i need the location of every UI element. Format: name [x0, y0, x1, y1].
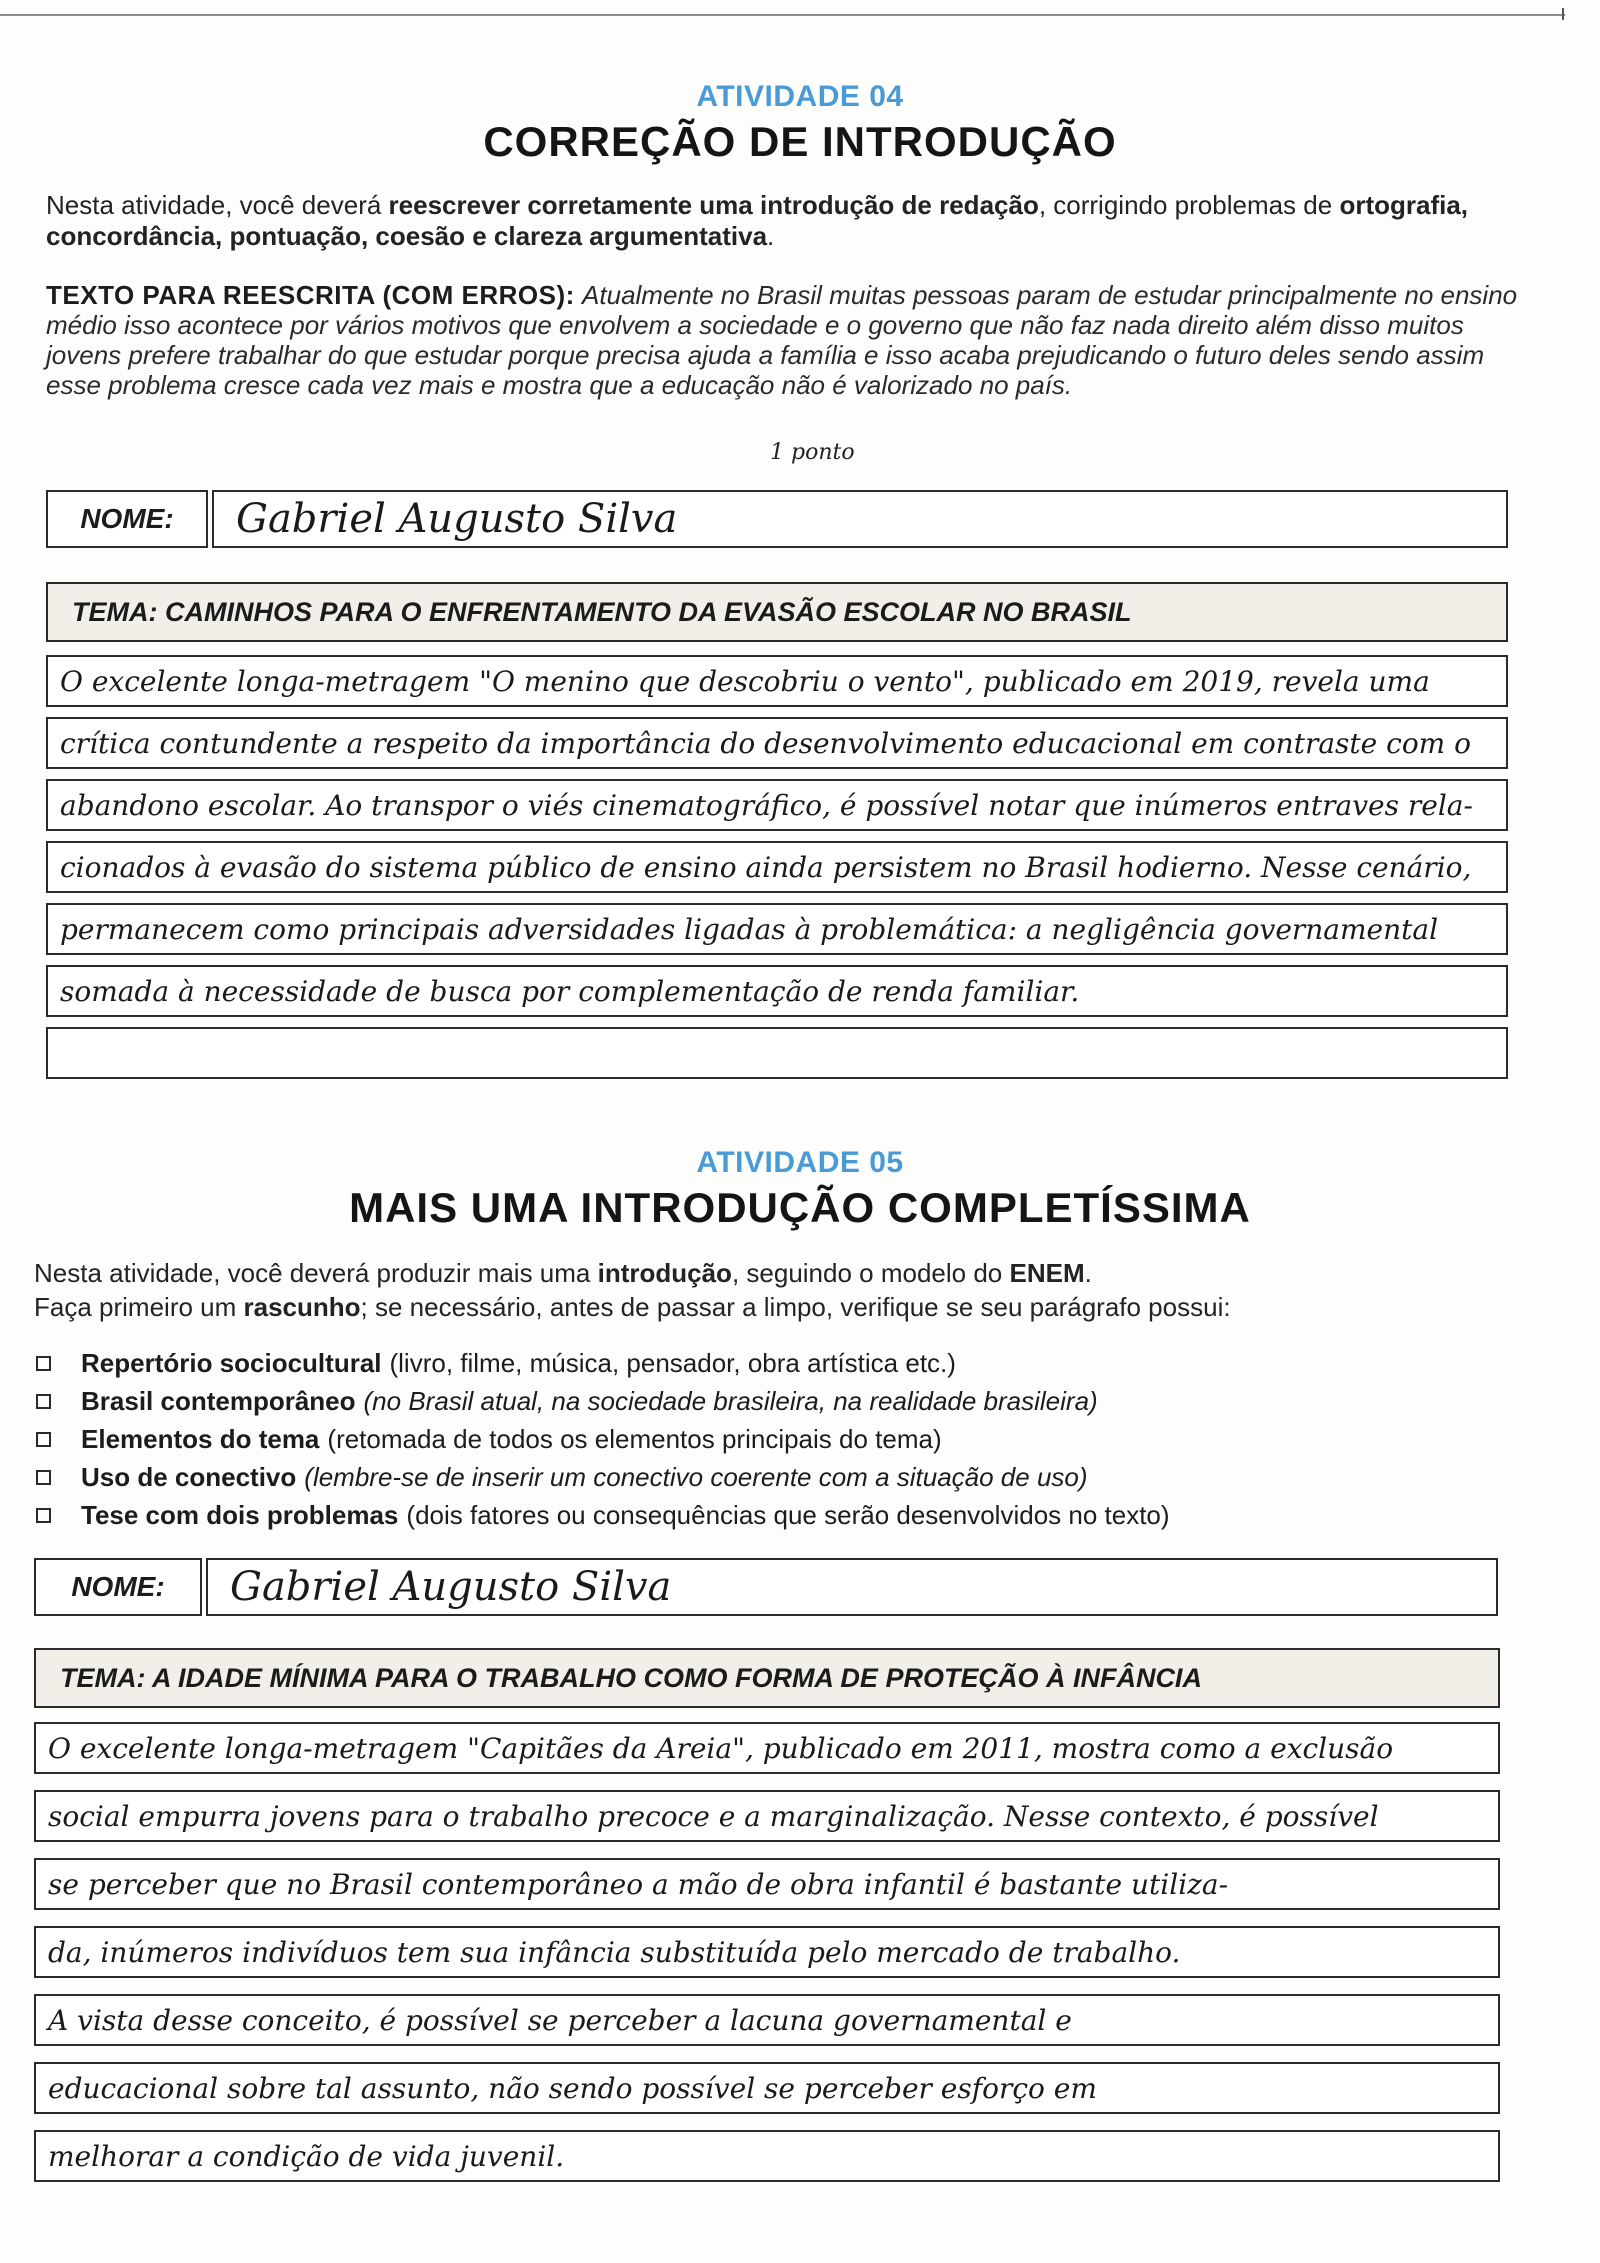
answer-line[interactable]: A vista desse conceito, é possível se perceber a lacuna governamental e — [34, 1994, 1500, 2046]
rewrite-label: TEXTO PARA REESCRITA (COM ERROS): — [46, 280, 575, 310]
checkbox-icon[interactable] — [36, 1470, 51, 1485]
checkbox-icon[interactable] — [36, 1508, 51, 1523]
checklist-item: Uso de conectivo (lembre-se de inserir um conectivo coerente com a situação de uso) — [36, 1462, 1088, 1493]
scan-edge-line — [0, 14, 1565, 16]
scan-edge-tick — [1562, 8, 1564, 20]
answer-line[interactable] — [46, 1027, 1508, 1079]
answer-line[interactable]: social empurra jovens para o trabalho precoce e a marginalização. Nesse contexto, é possível — [34, 1790, 1500, 1842]
checklist-item: Tese com dois problemas (dois fatores ou consequências que serão desenvolvidos no texto) — [36, 1500, 1170, 1531]
answer-line[interactable]: da, inúmeros indivíduos tem sua infância substituída pelo mercado de trabalho. — [34, 1926, 1500, 1978]
answer-line[interactable]: se perceber que no Brasil contemporâneo a mão de obra infantil é bastante utiliza- — [34, 1858, 1500, 1910]
answer-line[interactable]: abandono escolar. Ao transpor o viés cinematográfico, é possível notar que inúmeros entraves rela- — [46, 779, 1508, 831]
grade-note: 1 ponto — [770, 440, 855, 465]
rewrite-text: Atualmente no Brasil muitas pessoas param de estudar principalmente no ensino médio isso acontece por vários motivos que envolvem a sociedade e o governo que não faz nada direito além disso muitos jovens prefere trabalhar do que estudar porque precisa ajuda a família e isso acaba prejudicando o futuro deles sendo assim esse problema cresce cada vez mais e mostra que a educação não é valorizado no país. — [46, 280, 1518, 400]
tema-box-04: TEMA: CAMINHOS PARA O ENFRENTAMENTO DA EVASÃO ESCOLAR NO BRASIL — [46, 582, 1508, 642]
activity-05-instructions-2: Faça primeiro um rascunho; se necessário, antes de passar a limpo, verifique se seu parágrafo possui: — [34, 1292, 1231, 1322]
activity-05-title: MAIS UMA INTRODUÇÃO COMPLETÍSSIMA — [349, 1184, 1251, 1231]
checklist-item: Brasil contemporâneo (no Brasil atual, na sociedade brasileira, na realidade brasileira) — [36, 1386, 1098, 1417]
answer-line[interactable]: O excelente longa-metragem "Capitães da Areia", publicado em 2011, mostra como a exclusão — [34, 1722, 1500, 1774]
name-label-box-05: NOME: — [34, 1558, 202, 1616]
answer-line[interactable]: somada à necessidade de busca por complementação de renda familiar. — [46, 965, 1508, 1017]
name-label-box-04: NOME: — [46, 490, 208, 548]
activity-05-label: ATIVIDADE 05 — [696, 1146, 904, 1179]
checkbox-icon[interactable] — [36, 1432, 51, 1447]
tema-box-05: TEMA: A IDADE MÍNIMA PARA O TRABALHO COMO FORMA DE PROTEÇÃO À INFÂNCIA — [34, 1648, 1500, 1708]
activity-04-instructions: Nesta atividade, você deverá reescrever corretamente uma introdução de redação, corrigindo problemas de ortografia, concordância, pontuação, coesão e clareza argumentativa. — [46, 190, 1469, 251]
answer-line[interactable]: permanecem como principais adversidades ligadas à problemática: a negligência governamental — [46, 903, 1508, 955]
checklist-item: Elementos do tema (retomada de todos os elementos principais do tema) — [36, 1424, 942, 1455]
answer-line[interactable]: melhorar a condição de vida juvenil. — [34, 2130, 1500, 2182]
activity-05-instructions-1: Nesta atividade, você deverá produzir mais uma introdução, seguindo o modelo do ENEM. — [34, 1258, 1092, 1288]
checklist-item: Repertório sociocultural (livro, filme, música, pensador, obra artística etc.) — [36, 1348, 956, 1379]
rewrite-block — [46, 280, 1536, 400]
activity-04-title: CORREÇÃO DE INTRODUÇÃO — [483, 118, 1117, 165]
answer-line[interactable]: O excelente longa-metragem "O menino que descobriu o vento", publicado em 2019, revela uma — [46, 655, 1508, 707]
name-field-04[interactable]: Gabriel Augusto Silva — [212, 490, 1508, 548]
activity-04-label: ATIVIDADE 04 — [696, 80, 904, 113]
checkbox-icon[interactable] — [36, 1394, 51, 1409]
answer-line[interactable]: educacional sobre tal assunto, não sendo possível se perceber esforço em — [34, 2062, 1500, 2114]
answer-line[interactable]: crítica contundente a respeito da importância do desenvolvimento educacional em contraste com o — [46, 717, 1508, 769]
checkbox-icon[interactable] — [36, 1356, 51, 1371]
name-field-05[interactable]: Gabriel Augusto Silva — [206, 1558, 1498, 1616]
answer-line[interactable]: cionados à evasão do sistema público de ensino ainda persistem no Brasil hodierno. Nesse cenário, — [46, 841, 1508, 893]
